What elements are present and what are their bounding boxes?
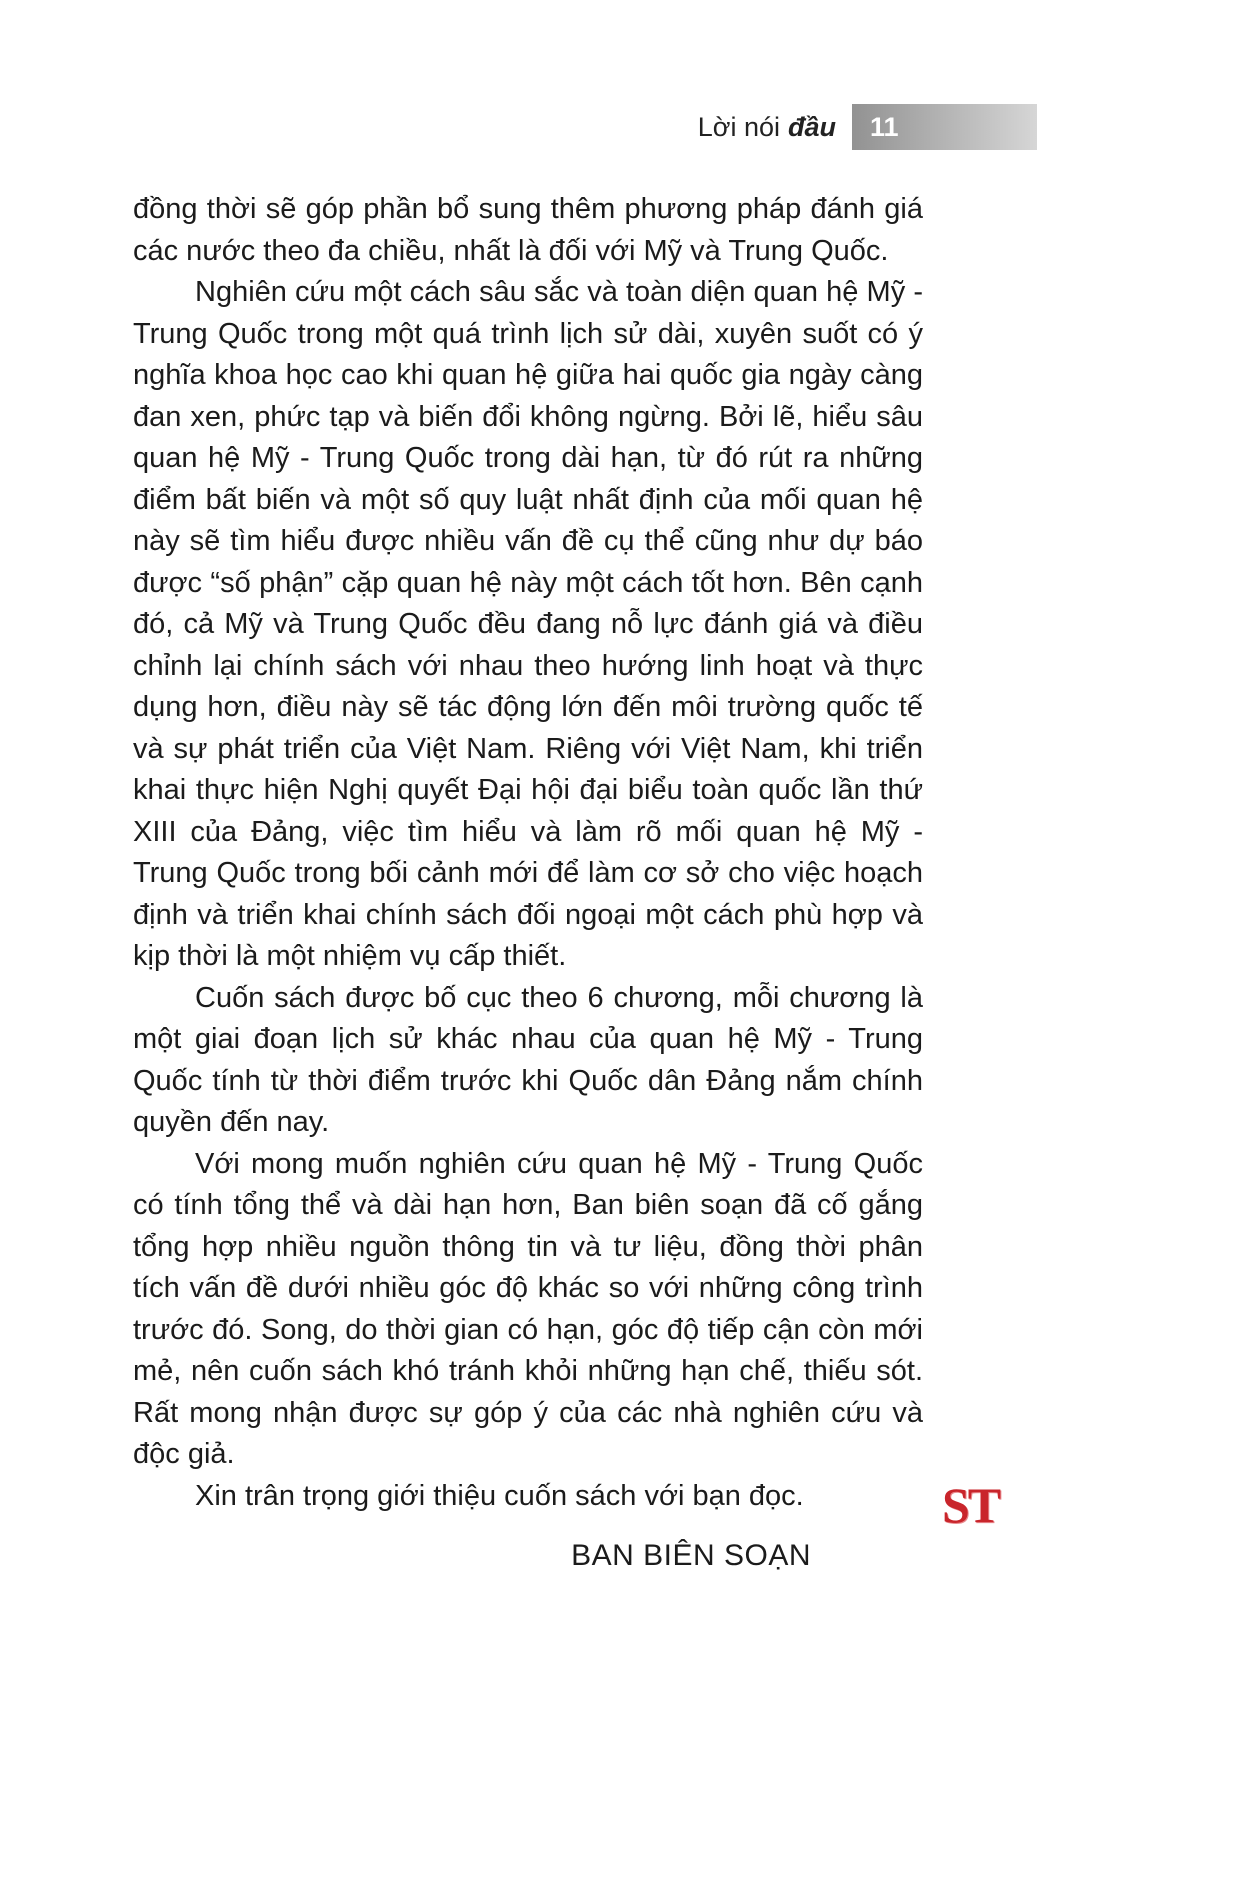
paragraph: Xin trân trọng giới thiệu cuốn sách với bạn đọc. bbox=[195, 1479, 804, 1512]
paragraph: Với mong muốn nghiên cứu quan hệ Mỹ - Trung Quốc có tính tổng thể và dài hạn hơn, Ban biên soạn đã cố gắng tổng hợp nhiều nguồn thông tin và tư liệu, đồng thời phân tích vấn đề dưới nhiều góc độ khác so với những công trình trước đó. Song, do thời gian có hạn, góc độ tiếp cận còn mới mẻ, nên cuốn sách khó tránh khỏi những hạn chế, thiếu sót. Rất mong nhận được sự góp ý của các nhà nghiên cứu và độc giả. bbox=[133, 1147, 923, 1470]
paragraph: Nghiên cứu một cách sâu sắc và toàn diện quan hệ Mỹ - Trung Quốc trong một quá trình lịch sử dài, xuyên suốt có ý nghĩa khoa học cao khi quan hệ giữa hai quốc gia ngày càng đan xen, phức tạp và biến đổi không ngừng. Bởi lẽ, hiểu sâu quan hệ Mỹ - Trung Quốc trong dài hạn, từ đó rút ra những điểm bất biến và một số quy luật nhất định của mối quan hệ này sẽ tìm hiểu được nhiều vấn đề cụ thể cũng như dự báo được “số phận” cặp quan hệ này một cách tốt hơn. Bên cạnh đó, cả Mỹ và Trung Quốc đều đang nỗ lực đánh giá và điều chỉnh lại chính sách với nhau theo hướng linh hoạt và thực dụng hơn, điều này sẽ tác động lớn đến môi trường quốc tế và sự phát triển của Việt Nam. Riêng với Việt Nam, khi triển khai thực hiện Nghị quyết Đại hội đại biểu toàn quốc lần thứ XIII của Đảng, việc tìm hiểu và làm rõ mối quan hệ Mỹ - Trung Quốc trong bối cảnh mới để làm cơ sở cho việc hoạch định và triển khai chính sách đối ngoại một cách phù hợp và kịp thời là một nhiệm vụ cấp thiết. bbox=[133, 276, 923, 972]
page-header bbox=[0, 104, 1037, 150]
page-number-box bbox=[852, 104, 1037, 150]
running-title-regular: Lời nói bbox=[697, 111, 780, 142]
paragraph: đồng thời sẽ góp phần bổ sung thêm phương pháp đánh giá các nước theo đa chiều, nhất là đối với Mỹ và Trung Quốc. bbox=[133, 193, 923, 267]
signature: BAN BIÊN SOẠN bbox=[571, 1539, 811, 1572]
publisher-logo-st: ST bbox=[942, 1477, 1000, 1533]
body-text bbox=[133, 189, 923, 1577]
paragraph: Cuốn sách được bố cục theo 6 chương, mỗi chương là một giai đoạn lịch sử khác nhau của quan hệ Mỹ - Trung Quốc tính từ thời điểm trước khi Quốc dân Đảng nắm chính quyền đến nay. bbox=[133, 981, 923, 1138]
page-number: 11 bbox=[870, 111, 899, 142]
running-title-emphasis: đầu bbox=[787, 111, 836, 142]
running-title bbox=[698, 112, 836, 143]
paragraph-list bbox=[133, 189, 923, 1517]
